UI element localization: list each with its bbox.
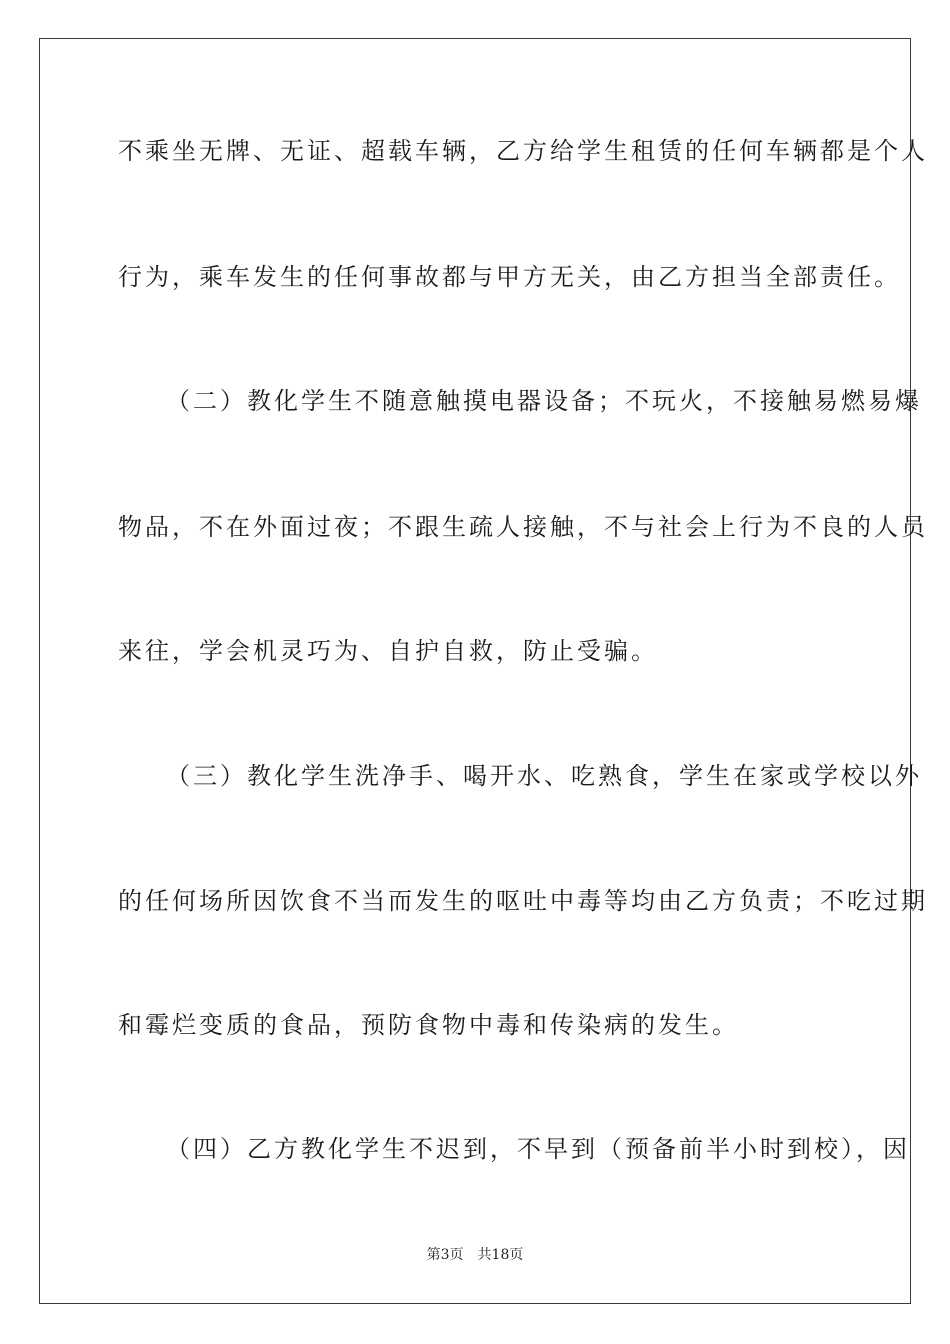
text-line-8: 和霉烂变质的食品，预防食物中毒和传染病的发生。 [118,1011,739,1039]
page-border [39,38,928,1304]
text-line-2: 行为，乘车发生的任何事故都与甲方无关，由乙方担当全部责任。 [118,263,901,291]
text-line-9: （四）乙方教化学生不迟到，不早到（预备前半小时到校），因 [166,1135,910,1163]
text-line-3: （二）教化学生不随意触摸电器设备；不玩火，不接触易燃易爆 [166,387,922,415]
text-line-4: 物品，不在外面过夜；不跟生疏人接触，不与社会上行为不良的人员 [118,513,928,541]
text-line-1: 不乘坐无牌、无证、超载车辆，乙方给学生租赁的任何车辆都是个人 [118,137,928,165]
text-line-7: 的任何场所因饮食不当而发生的呕吐中毒等均由乙方负责；不吃过期 [118,887,928,915]
page-number-current: 第3页 [426,1247,464,1263]
page-footer [0,1246,950,1264]
text-line-5: 来往，学会机灵巧为、自护自救，防止受骗。 [118,637,658,665]
text-line-6: （三）教化学生洗净手、喝开水、吃熟食，学生在家或学校以外 [166,762,922,790]
page-number-total: 共18页 [477,1247,524,1263]
